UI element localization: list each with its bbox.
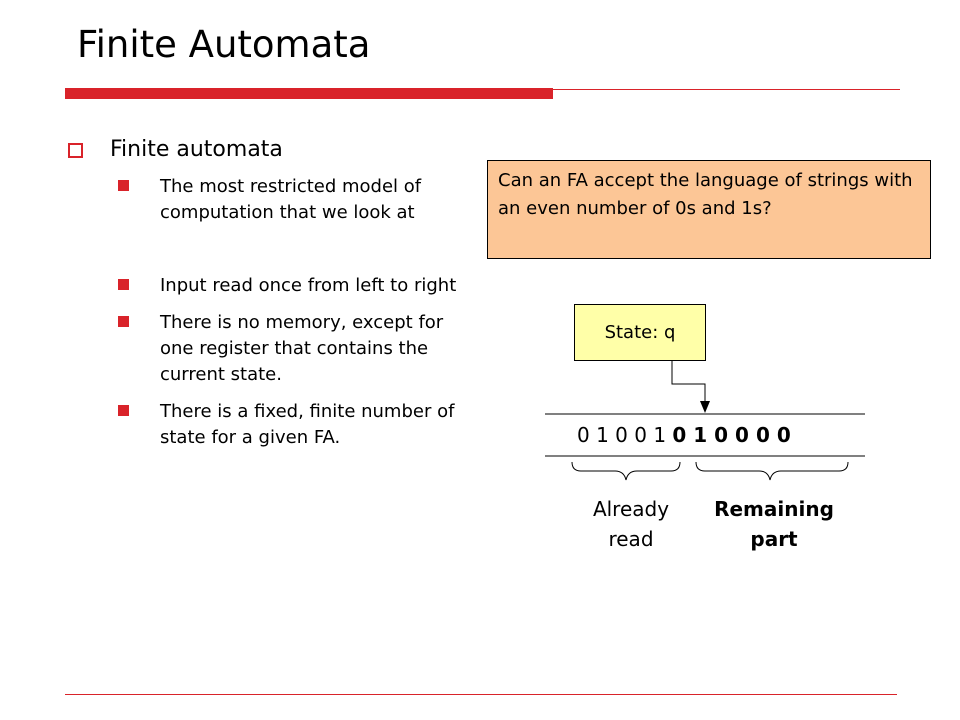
tape-remaining-part: 0 1 0 0 0 0 [672,423,791,447]
remaining-brace-icon [696,462,848,480]
state-label: State: q [604,322,676,343]
question-callout: Can an FA accept the language of strings with an even number of 0s and 1s? [487,160,931,259]
footer-rule [65,694,897,695]
tape-read-part: 0 1 0 0 1 [577,423,667,447]
read-brace-icon [572,462,680,480]
list-item-text: There is a fixed, finite number of state for a given FA. [160,401,455,448]
already-read-label: Already read [592,497,670,551]
list-item-text: There is no memory, except for one register that contains the current state. [160,312,444,385]
list-item-text: Input read once from left to right [160,275,457,296]
list-item-text: The most restricted model of computation that we look at [160,176,422,223]
slide-title: Finite Automata [77,23,371,66]
remaining-part-label: Remaining part [714,497,834,551]
state-pointer-line [672,361,705,402]
head-arrow-icon [700,401,710,413]
outline-heading-text: Finite automata [110,137,283,162]
input-tape [577,421,791,449]
